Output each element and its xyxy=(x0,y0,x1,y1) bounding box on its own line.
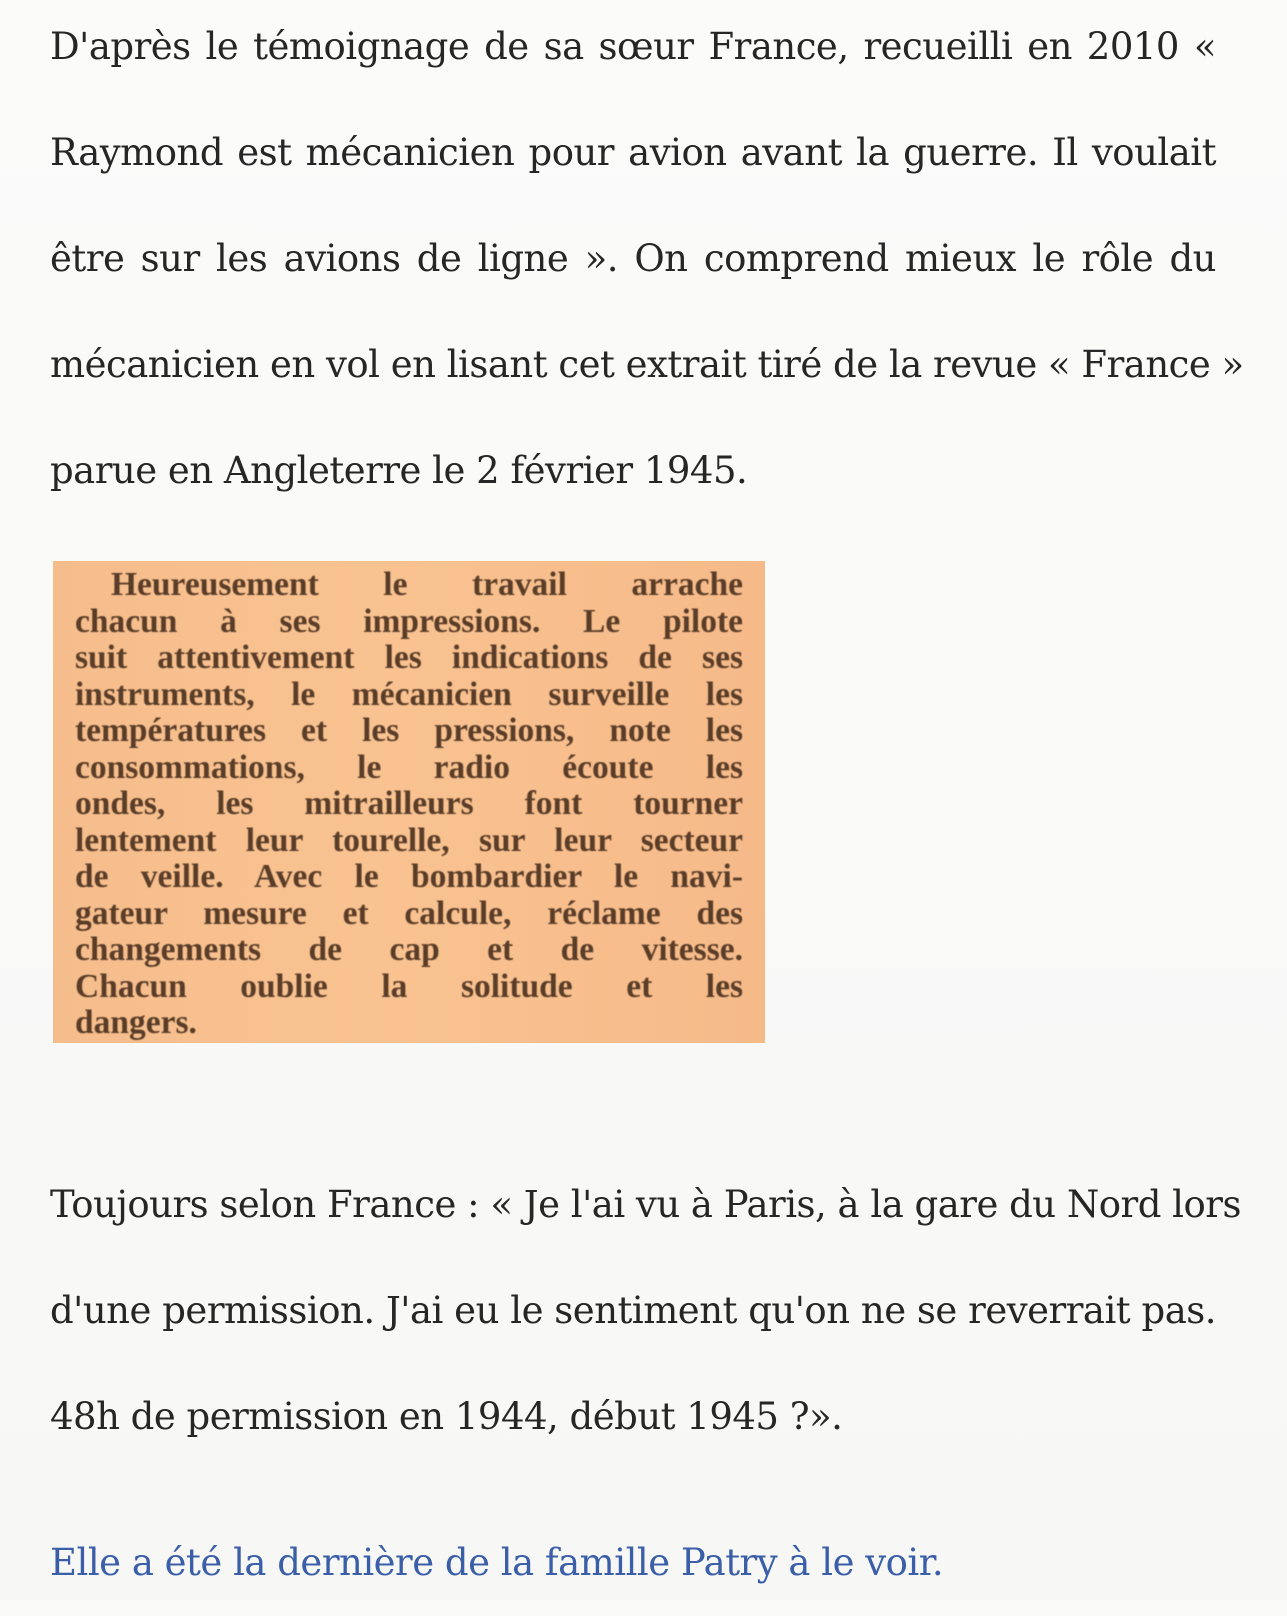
text-line: être sur les avions de ligne ». On comprend mieux le rôle du xyxy=(50,237,1216,280)
clipping-line: dangers. xyxy=(75,1004,197,1041)
clipping-line: gateur mesure et calcule, réclame des xyxy=(75,894,743,932)
text-line: D'après le témoignage de sa sœur France, recueilli en 2010 « xyxy=(50,25,1216,68)
clipping-line: instruments, le mécanicien surveille les xyxy=(75,675,743,713)
paragraph-conclusion xyxy=(50,1510,1216,1616)
text-line: Raymond est mécanicien pour avion avant la guerre. Il voulait xyxy=(50,131,1216,174)
paragraph-quote xyxy=(50,1152,1241,1470)
clipping-line: suit attentivement les indications de ses xyxy=(75,639,743,676)
text-line: 48h de permission en 1944, début 1945 ?». xyxy=(50,1395,843,1438)
clipping-line: températures et les pressions, note les xyxy=(75,712,743,749)
conclusion-text: Elle a été la dernière de la famille Patry à le voir. xyxy=(50,1541,944,1584)
text-line: Toujours selon France : « Je l'ai vu à Paris, à la gare du Nord lors xyxy=(50,1183,1241,1226)
clipping-line: changements de cap et de vitesse. xyxy=(75,931,743,968)
clipping-line: Chacun oublie la solitude et les xyxy=(75,967,743,1005)
clipping-line: chacun à ses impressions. Le pilote xyxy=(75,602,743,640)
clipping-line: lentement leur tourelle, sur leur secteur xyxy=(75,821,743,859)
newspaper-clipping xyxy=(53,561,765,1043)
clipping-line: de veille. Avec le bombardier le navi- xyxy=(75,858,743,895)
clipping-line: consommations, le radio écoute les xyxy=(75,748,743,786)
text-line: mécanicien en vol en lisant cet extrait tiré de la revue « France » xyxy=(50,343,1244,386)
paragraph-testimony xyxy=(50,0,1244,524)
clipping-line: Heureusement le travail arrache xyxy=(111,566,743,603)
text-line: parue en Angleterre le 2 février 1945. xyxy=(50,449,748,492)
clipping-line: ondes, les mitrailleurs font tourner xyxy=(75,785,743,822)
text-line: d'une permission. J'ai eu le sentiment qu'on ne se reverrait pas. xyxy=(50,1289,1216,1332)
